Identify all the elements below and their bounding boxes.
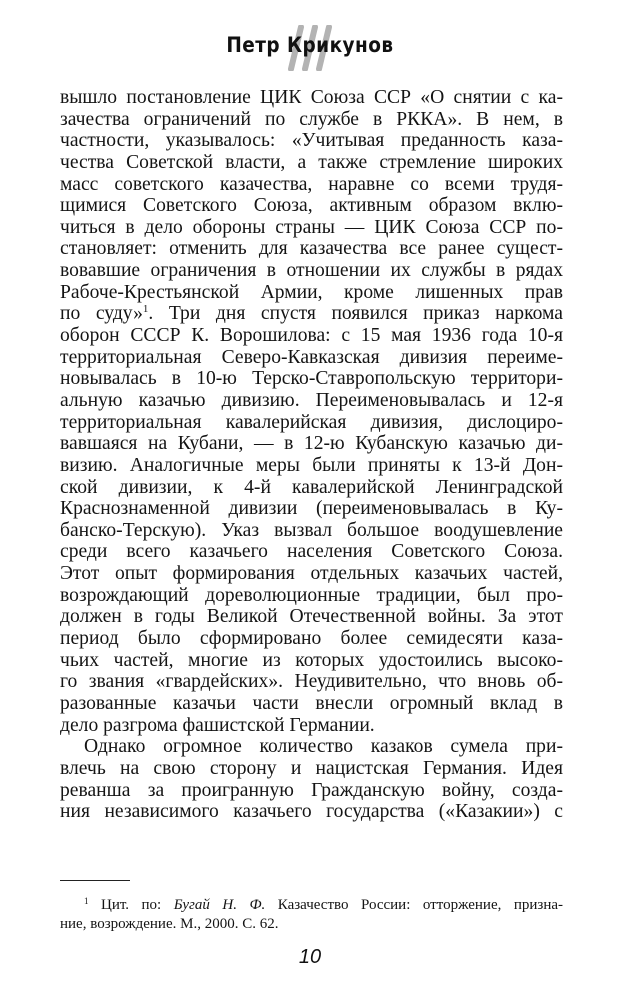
footnote-author: Бугай Н. Ф. (173, 897, 266, 913)
footnote-title: Казачество России: отторжение, призна- (265, 897, 564, 913)
text-line: среди всего казачьего населения Советского Союза. (60, 541, 563, 563)
text-line-with-footnote (60, 303, 563, 325)
text-line: новывалась в 10-ю Терско-Ставропольскую территори- (60, 368, 563, 390)
running-title: Петр Крикунов (226, 33, 394, 57)
text-line: щимися Советского Союза, активным образом вклю- (60, 195, 563, 217)
text-line: вавшаяся на Кубани, — в 12-ю Кубанскую казачью ди- (60, 433, 563, 455)
text-line: го звания «гвардейских». Неудивительно, что вновь об- (60, 671, 563, 693)
text-line: территориальная Северо-Кавказская дивизия переиме- (60, 346, 563, 368)
footnote-line (60, 896, 563, 915)
text-line: территориальная кавалерийская дивизия, дислоциро- (60, 411, 563, 433)
text-line: банско-Терскую). Указ вызвал большое воодушевление (60, 519, 563, 541)
text-line: Этот опыт формирования отдельных казачьих частей, (60, 563, 563, 585)
footnote (60, 896, 563, 934)
text-fragment: по суду» (60, 303, 143, 325)
text-line: возрождающий дореволюционные традиции, был про- (60, 584, 563, 606)
text-line: разованные казачьи части внесли огромный вклад в (60, 692, 563, 714)
footnote-marker: 1 (84, 896, 89, 906)
footnote-line: ние, возрождение. М., 2000. С. 62. (60, 916, 279, 932)
text-line: должен в годы Великой Отечественной войны. За этот (60, 606, 563, 628)
text-line: оборон СССР К. Ворошилова: с 15 мая 1936 года 10-я (60, 325, 563, 347)
text-line: ской дивизии, к 4-й кавалерийской Ленинградской (60, 476, 563, 498)
footnote-reference[interactable]: 1 (142, 303, 149, 316)
text-line: альную казачью дивизию. Переименовывалась и 12-я (60, 389, 563, 411)
text-line: Рабоче-Крестьянской Армии, кроме лишенных прав (60, 281, 563, 303)
text-line: визию. Аналогичные меры были приняты к 13-й Дон- (60, 454, 563, 476)
text-line: ния независимого казачьего государства («Казакии») с (60, 801, 563, 823)
text-line: частности, указывалось: «Учитывая преданность каза- (60, 130, 563, 152)
text-line-paragraph-start: Однако огромное количество казаков сумела при- (84, 736, 563, 758)
text-line: зачества ограничений по службе в РККА». В нем, в (60, 108, 563, 130)
text-line: период было сформировано более семидесяти каза- (60, 628, 563, 650)
text-line: влечь на свою сторону и нацистская Германия. Идея (60, 757, 563, 779)
text-line: вышло постановление ЦИК Союза ССР «О снятии с ка- (60, 87, 563, 108)
text-line: реванша за проигранную Гражданскую войну, созда- (60, 779, 563, 801)
text-line: вовавшие ограничения в отношении их службы в рядах (60, 260, 563, 282)
footnote-prefix: Цит. по: (101, 897, 174, 913)
text-line: читься в дело обороны страны — ЦИК Союза ССР по- (60, 216, 563, 238)
text-line: чьих частей, многие из которых удостоились высоко- (60, 649, 563, 671)
page-number: 10 (298, 946, 322, 968)
running-header (0, 33, 620, 63)
text-line: становляет: отменить для казачества все ранее сущест- (60, 238, 563, 260)
footnote-divider (60, 880, 130, 881)
text-fragment: . Три дня спустя появился приказ наркома (148, 303, 564, 325)
text-line: Краснознаменной дивизии (переименовывалась в Ку- (60, 498, 563, 520)
text-line: масс советского казачества, наравне со всеми трудя- (60, 173, 563, 195)
text-line: чества Советской власти, а также стремление широких (60, 151, 563, 173)
body-text (60, 87, 563, 823)
text-line-paragraph-end: дело разгрома фашистской Германии. (60, 714, 375, 736)
